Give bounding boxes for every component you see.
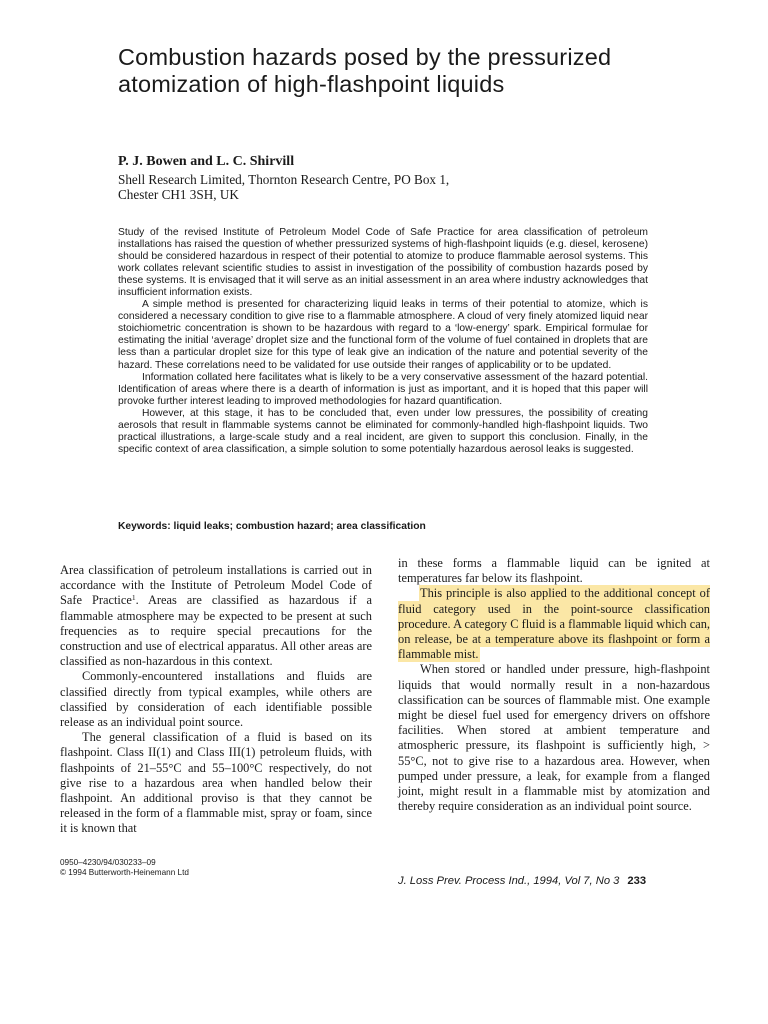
paragraph-text: . Areas are classified as hazardous if a flammable atmosphere may be expected to be present at such frequencies as to require special precautions for the construction and use of electrical apparatus. All other areas are classified as non-hazardous in this context.: [60, 593, 373, 669]
body-column-right: [398, 556, 710, 814]
highlighted-paragraph: [398, 586, 710, 662]
abstract-paragraph: Information collated here facilitates what is likely to be a very conservative assessment of the hazard potential. Identification of areas where there is a dearth of information is just as important, and it is hoped that this paper will provoke further interest leading to improved methodologies for hazard quantification.: [118, 371, 648, 407]
page-number: 233: [627, 875, 647, 887]
journal-citation: J. Loss Prev. Process Ind., 1994, Vol 7, No 3: [398, 875, 620, 887]
abstract-paragraph: However, at this stage, it has to be concluded that, even under low pressures, the possibility of creating aerosols that result in flammable systems cannot be eliminated for commonly-handled high-flashpoint liquids. Two practical illustrations, a large-scale study and a real incident, are given to support this conclusion. Finally, in the specific context of area classification, a simple solution to some potentially hazardous aerosol leaks is suggested.: [118, 407, 648, 455]
article-code: 0950–4230/94/030233–09: [60, 858, 156, 867]
affiliation-line-1: Shell Research Limited, Thornton Research Centre, PO Box 1,: [118, 172, 450, 187]
body-paragraph: in these forms a flammable liquid can be ignited at temperatures far below its flashpoint.: [398, 556, 710, 586]
body-paragraph: When stored or handled under pressure, high-flashpoint liquids that would normally result in a non-hazardous classification can be sources of flammable mist. One example might be diesel fuel used for emergency drivers on offshore facilities. When stored at ambient temperature and atmospheric pressure, its flashpoint is sufficiently high, > 55°C, not to give rise to a hazardous area. However, when pumped under pressure, a leak, for example from a flanged joint, might result in a flammable mist by atomization and thereby require consideration as an individual point source.: [398, 662, 710, 814]
copyright-notice: © 1994 Butterworth-Heinemann Ltd: [60, 868, 189, 877]
footer-copyright: [60, 858, 189, 878]
article-authors: P. J. Bowen and L. C. Shirvill: [118, 154, 295, 169]
body-paragraph: Commonly-encountered installations and fluids are classified directly from typical examples, while others are classified by consideration of each identifiable possible release as an individual point source.: [60, 669, 372, 730]
body-paragraph: The general classification of a fluid is based on its flashpoint. Class II(1) and Class III(1) petroleum fluids, with flashpoints of 21–55°C and 55–100°C respectively, do not give rise to a hazardous area when handled below their flashpoint. An additional proviso is that they cannot be released in the form of a flammable mist, spray or foam, since it is known that: [60, 730, 372, 836]
paragraph-text: Area classification of petroleum installations is carried out in accordance with the Institute of Petroleum Model Code of Safe Practice: [60, 563, 372, 608]
affiliation-line-2: Chester CH1 3SH, UK: [118, 187, 239, 202]
keywords: Keywords: liquid leaks; combustion hazard; area classification: [118, 521, 426, 532]
running-footer: [398, 875, 710, 887]
article-title: Combustion hazards posed by the pressurized atomization of high-flashpoint liquids: [118, 44, 612, 97]
abstract: [118, 227, 648, 456]
body-paragraph: [60, 563, 372, 669]
body-column-left: [60, 563, 372, 837]
author-affiliation: [118, 172, 618, 202]
abstract-paragraph: Study of the revised Institute of Petroleum Model Code of Safe Practice for area classification of petroleum installations has raised the question of whether pressurized systems of high-flashpoint liquids (e.g. diesel, kerosene) should be considered hazardous in respect of their potential to atomize to produce flammable aerosol systems. This work collates relevant scientific studies to assist in investigation of the possibility of combustion hazards posed by these systems. It is envisaged that it will serve as an initial assessment in an area where industry acknowledges that insufficient information exists.: [118, 227, 648, 299]
reference-marker: 1: [131, 593, 136, 603]
abstract-paragraph: A simple method is presented for characterizing liquid leaks in terms of their potential to atomize, which is considered a necessary condition to give rise to a flammable atmosphere. A cloud of very finely atomized liquid near stoichiometric concentration is shown to be hazardous with regard to a ‘low-energy’ spark. Empirical formulae for estimating the initial ‘average’ droplet size and the functional form of the volume of fuel contained in droplets that are less than a particular droplet size for this type of leak give an indication of the nature and potential severity of the hazard. These correlations need to be validated for use outside their ranges of applicability or to be updated.: [118, 299, 648, 371]
highlight-mark: This principle is also applied to the additional concept of fluid category used in the point-source classification procedure. A category C fluid is a flammable liquid which can, on release, be at a temperature above its flashpoint or form a flammable mist.: [398, 586, 710, 662]
